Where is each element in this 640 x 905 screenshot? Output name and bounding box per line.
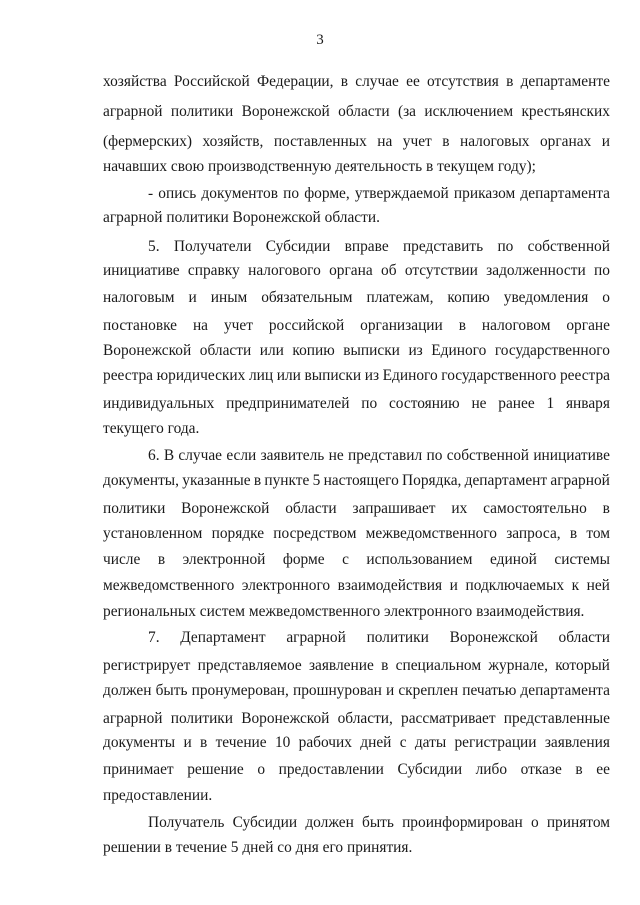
text-line xyxy=(103,469,610,493)
word: подключаемых xyxy=(465,577,565,594)
text-line xyxy=(103,679,610,703)
word: 10 xyxy=(274,734,291,751)
text-line xyxy=(103,522,610,546)
word: Федерации, xyxy=(256,73,334,90)
word: системы xyxy=(554,551,610,568)
word: настоящего xyxy=(323,472,399,489)
word: электронного xyxy=(241,577,331,594)
word: государственного xyxy=(441,367,557,384)
word: в xyxy=(340,73,349,90)
word: исключением xyxy=(424,103,514,120)
text-line xyxy=(103,259,610,283)
word: в xyxy=(253,472,262,489)
word: департаменте xyxy=(520,73,610,90)
word: в xyxy=(569,525,578,542)
word: - xyxy=(148,185,154,202)
word: ранее xyxy=(498,395,535,412)
word: лиц xyxy=(248,367,274,384)
word: быть xyxy=(155,682,188,699)
text-line xyxy=(103,392,610,416)
word: учет xyxy=(402,133,432,150)
word: на xyxy=(377,133,393,150)
text-line xyxy=(148,444,610,468)
text-line xyxy=(103,130,610,154)
word: хозяйства xyxy=(103,73,167,90)
word: о xyxy=(257,761,266,778)
text-line: региональных систем межведомственного электронного взаимодействия. xyxy=(103,603,585,620)
text-line xyxy=(148,182,610,206)
word: уведомления xyxy=(503,289,589,306)
word: хозяйств, xyxy=(202,133,264,150)
word: Получатели xyxy=(173,238,252,255)
text-line xyxy=(103,497,610,521)
word: должен xyxy=(103,682,152,699)
word: платежам, xyxy=(366,289,434,306)
word: регистрации xyxy=(454,734,537,751)
word: поставленных xyxy=(273,133,367,150)
word: течение xyxy=(215,734,267,751)
word: инициативе xyxy=(533,447,610,464)
word: прошнурован xyxy=(292,682,382,699)
word: индивидуальных xyxy=(103,395,215,412)
word: отсутствии xyxy=(404,262,478,279)
text-line: начавших свою производственную деятельность в текущем году); xyxy=(103,158,536,175)
word: приказом xyxy=(453,185,516,202)
word: реестра xyxy=(103,367,154,384)
word: по xyxy=(426,447,443,464)
word: области xyxy=(558,629,610,646)
text-line: текущего года. xyxy=(103,420,200,437)
word: рабочих xyxy=(298,734,352,751)
word: проинформирован xyxy=(402,814,523,831)
word: их xyxy=(451,500,468,517)
word: пронумерован, xyxy=(191,682,289,699)
word: не xyxy=(328,447,344,464)
word: органа xyxy=(329,262,373,279)
word: представил xyxy=(348,447,423,464)
word: том xyxy=(586,525,610,542)
word: представляемое xyxy=(197,657,302,674)
word: обязательным xyxy=(261,289,353,306)
page-number: 3 xyxy=(316,32,324,48)
word: по xyxy=(594,262,610,279)
word: в xyxy=(157,551,166,568)
word: (за xyxy=(397,103,416,120)
word: Воронежской xyxy=(449,629,538,646)
word: запроса, xyxy=(506,525,561,542)
word: и xyxy=(385,682,395,699)
word: (фермерских) xyxy=(103,133,193,150)
word: организации xyxy=(360,317,443,334)
word: или xyxy=(259,342,284,359)
word: реестра xyxy=(559,367,610,384)
word: документов xyxy=(201,185,278,202)
word: ее xyxy=(596,761,610,778)
word: печатью xyxy=(462,682,517,699)
word: предпринимателей xyxy=(226,395,350,412)
word: Получатель xyxy=(148,814,225,831)
word: области, xyxy=(337,710,393,727)
text-line xyxy=(103,574,610,598)
word: заявление xyxy=(308,657,374,674)
word: документы xyxy=(103,734,176,751)
word: принятом xyxy=(546,814,610,831)
word: представленные xyxy=(503,710,610,727)
word: вправе xyxy=(344,238,389,255)
word: крестьянских xyxy=(521,103,610,120)
text-line xyxy=(103,70,610,94)
word: налоговым xyxy=(103,289,175,306)
word: запрашивает xyxy=(352,500,436,517)
word: Департамент xyxy=(180,629,266,646)
word: о xyxy=(602,289,610,306)
word: политики xyxy=(170,710,234,727)
word: В xyxy=(163,447,175,464)
word: аграрной xyxy=(103,710,163,727)
word: форме, xyxy=(304,185,350,202)
word: в xyxy=(602,500,610,517)
word: Единого xyxy=(382,367,438,384)
word: единой xyxy=(490,551,537,568)
text-line xyxy=(103,339,610,363)
word: случае xyxy=(355,73,399,90)
word: дней xyxy=(360,734,392,751)
text-line: решении в течение 5 дней со дня его принятия. xyxy=(103,839,413,856)
word: взаимодействия xyxy=(337,577,443,594)
word: должен xyxy=(305,814,354,831)
word: российской xyxy=(268,317,345,334)
word: с xyxy=(342,551,349,568)
word: аграрной xyxy=(103,103,163,120)
word: либо xyxy=(475,761,508,778)
word: о xyxy=(530,814,539,831)
word: юридических xyxy=(156,367,246,384)
text-line xyxy=(103,364,610,388)
word: 7. xyxy=(148,629,160,646)
word: и xyxy=(188,289,197,306)
word: отказе xyxy=(520,761,562,778)
word: документы, xyxy=(103,472,179,489)
word: быть xyxy=(361,814,394,831)
word: рассматривает xyxy=(401,710,496,727)
word: или xyxy=(276,367,301,384)
word: в xyxy=(200,734,208,751)
word: инициативе xyxy=(103,262,180,279)
word: заявления xyxy=(544,734,610,751)
word: копию xyxy=(447,289,490,306)
word: порядке xyxy=(211,525,265,542)
word: 5 xyxy=(312,472,321,489)
word: пункте xyxy=(264,472,310,489)
word: использованием xyxy=(366,551,473,568)
word: с xyxy=(399,734,407,751)
word: представить xyxy=(402,238,484,255)
word: если xyxy=(226,447,257,464)
text-line xyxy=(103,731,610,755)
word: постановке xyxy=(103,317,178,334)
word: собственной xyxy=(446,447,530,464)
word: налоговых xyxy=(459,133,530,150)
word: по xyxy=(497,238,514,255)
word: ее xyxy=(406,73,420,90)
word: налогового xyxy=(248,262,321,279)
word: ней xyxy=(586,577,610,594)
word: Российской xyxy=(173,73,250,90)
word: из xyxy=(408,342,423,359)
word: задолженности xyxy=(486,262,586,279)
word: скреплен xyxy=(398,682,459,699)
word: даты xyxy=(414,734,447,751)
text-line xyxy=(148,811,610,835)
word: Воронежской xyxy=(181,500,270,517)
word: Порядка, xyxy=(402,472,462,489)
text-line xyxy=(103,548,610,572)
word: области xyxy=(285,500,337,517)
word: выписки xyxy=(304,367,362,384)
word: который xyxy=(555,657,610,674)
word: на xyxy=(192,317,209,334)
word: собственной xyxy=(527,238,610,255)
word: посредством xyxy=(273,525,357,542)
word: к xyxy=(571,577,580,594)
word: по xyxy=(283,185,300,202)
text-line xyxy=(103,286,610,310)
text-line: аграрной политики Воронежской области. xyxy=(103,209,380,226)
word: журнале, xyxy=(488,657,548,674)
text-line xyxy=(103,314,610,338)
word: департамента xyxy=(520,185,610,202)
word: не xyxy=(471,395,487,412)
word: из xyxy=(364,367,380,384)
word: заявитель xyxy=(260,447,325,464)
word: и xyxy=(183,734,192,751)
word: копию xyxy=(292,342,335,359)
word: случае xyxy=(178,447,223,464)
word: опись xyxy=(158,185,197,202)
word: решение xyxy=(187,761,244,778)
word: политики xyxy=(103,500,166,517)
text-line xyxy=(148,235,610,259)
word: 5. xyxy=(148,238,160,255)
word: департамент xyxy=(464,472,548,489)
word: в xyxy=(575,761,583,778)
word: в xyxy=(381,657,389,674)
word: государственного xyxy=(494,342,610,359)
word: Воронежской xyxy=(241,103,330,120)
word: выписки xyxy=(343,342,400,359)
word: политики xyxy=(366,629,429,646)
word: об xyxy=(381,262,397,279)
word: учет xyxy=(223,317,253,334)
word: предоставлении xyxy=(278,761,384,778)
word: отсутствия xyxy=(427,73,499,90)
word: Воронежской xyxy=(103,342,192,359)
word: справку xyxy=(187,262,240,279)
word: Воронежской xyxy=(241,710,330,727)
word: указанные xyxy=(182,472,251,489)
word: политики xyxy=(170,103,234,120)
word: по xyxy=(361,395,378,412)
word: межведомственного xyxy=(365,525,497,542)
word: Единого xyxy=(431,342,487,359)
word: Субсидии xyxy=(397,761,463,778)
text-line xyxy=(103,654,610,678)
word: 6. xyxy=(148,447,160,464)
word: и xyxy=(449,577,458,594)
word: самостоятельно xyxy=(483,500,587,517)
word: состоянию xyxy=(388,395,460,412)
word: органе xyxy=(566,317,610,334)
word: форме xyxy=(282,551,325,568)
word: января xyxy=(565,395,610,412)
word: аграрной xyxy=(286,629,346,646)
word: числе xyxy=(103,551,141,568)
word: области xyxy=(338,103,390,120)
word: 1 xyxy=(546,395,555,412)
word: электронной xyxy=(182,551,266,568)
text-line xyxy=(103,100,610,124)
word: и xyxy=(601,133,610,150)
text-line xyxy=(103,758,610,782)
word: утверждаемой xyxy=(354,185,449,202)
word: Субсидии xyxy=(232,814,298,831)
word: департамента xyxy=(520,682,610,699)
word: в xyxy=(458,317,466,334)
word: специальном xyxy=(395,657,482,674)
word: принимает xyxy=(103,761,174,778)
word: аграрной xyxy=(550,472,610,489)
text-line xyxy=(103,707,610,731)
word: иным xyxy=(210,289,248,306)
word: в xyxy=(442,133,450,150)
word: в xyxy=(506,73,514,90)
word: Субсидии xyxy=(265,238,331,255)
text-line: предоставлении. xyxy=(103,787,213,804)
word: межведомственного xyxy=(103,577,235,594)
word: установленном xyxy=(103,525,203,542)
word: области xyxy=(199,342,252,359)
text-line xyxy=(148,626,610,650)
word: регистрирует xyxy=(103,657,191,674)
word: органах xyxy=(539,133,592,150)
word: налоговом xyxy=(481,317,551,334)
